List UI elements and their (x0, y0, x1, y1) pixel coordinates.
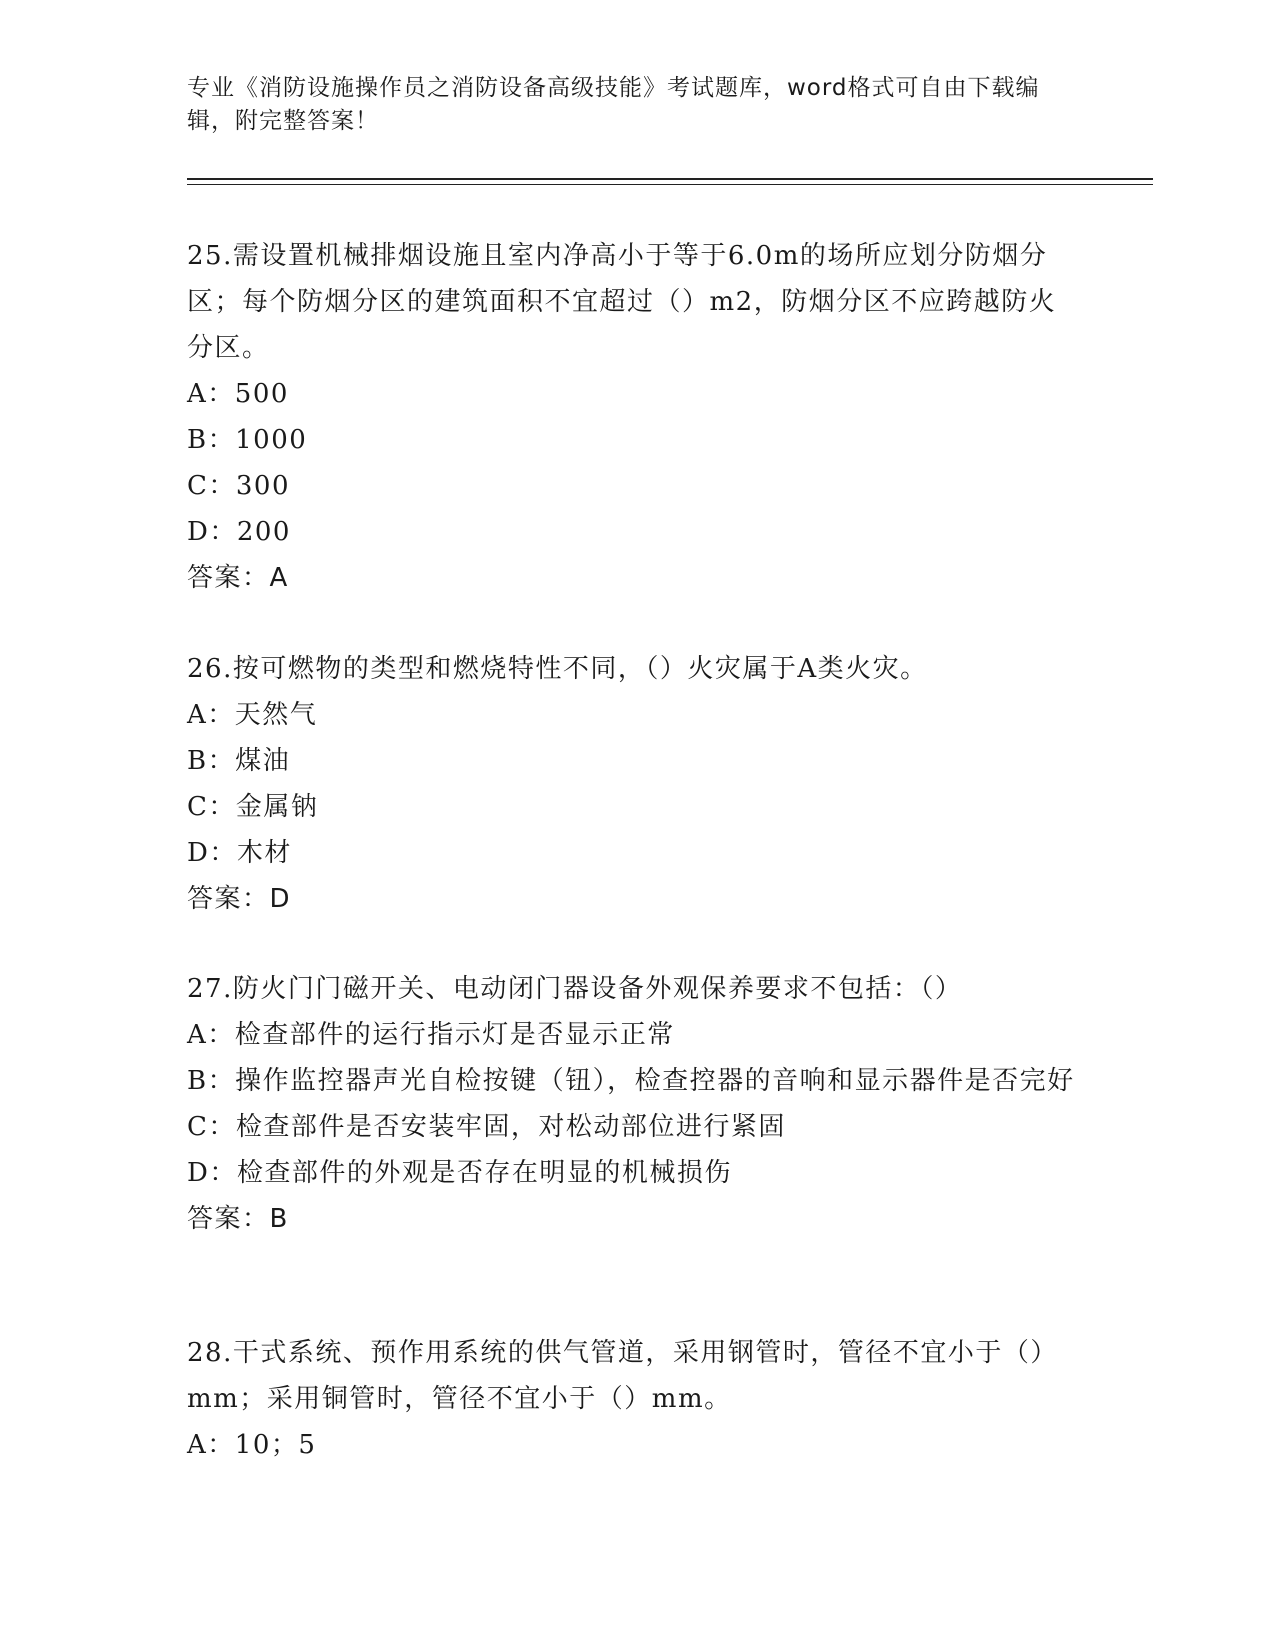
answer-line: 答案：B (187, 1204, 289, 1234)
option-a: A：10；5 (187, 1430, 317, 1460)
document-header: 专业《消防设施操作员之消防设备高级技能》考试题库，word格式可自由下载编辑，附完整答案！ (187, 75, 1040, 134)
option-d: D：200 (187, 517, 291, 547)
option-b: B：操作监控器声光自检按键（钮），检查控器的音响和显示器件是否完好 (187, 1066, 1075, 1096)
question-26 (187, 646, 1077, 922)
option-b: B：1000 (187, 425, 308, 455)
option-c: C：检查部件是否安装牢固，对松动部位进行紧固 (187, 1112, 786, 1142)
question-25 (187, 233, 1077, 601)
option-c: C：金属钠 (187, 792, 319, 822)
option-a: A：500 (187, 379, 289, 409)
question-stem: 27.防火门门磁开关、电动闭门器设备外观保养要求不包括：（） (187, 974, 963, 1004)
header-divider-thick (187, 178, 1153, 180)
question-27 (187, 966, 1077, 1242)
answer-line: 答案：A (187, 563, 289, 593)
option-d: D：木材 (187, 838, 292, 868)
option-d: D：检查部件的外观是否存在明显的机械损伤 (187, 1158, 732, 1188)
option-b: B：煤油 (187, 746, 291, 776)
option-a: A：检查部件的运行指示灯是否显示正常 (187, 1020, 675, 1050)
question-stem: 25.需设置机械排烟设施且室内净高小于等于6.0m的场所应划分防烟分区；每个防烟分区的建筑面积不宜超过（）m2，防烟分区不应跨越防火分区。 (187, 241, 1057, 363)
question-stem: 28.干式系统、预作用系统的供气管道，采用钢管时，管径不宜小于（）mm；采用铜管时，管径不宜小于（）mm。 (187, 1338, 1058, 1414)
question-stem: 26.按可燃物的类型和燃烧特性不同，（）火灾属于A类火灾。 (187, 654, 928, 684)
answer-line: 答案：D (187, 884, 292, 914)
question-28 (187, 1330, 1077, 1468)
header-divider-thin (187, 184, 1153, 185)
option-a: A：天然气 (187, 700, 318, 730)
option-c: C：300 (187, 471, 291, 501)
